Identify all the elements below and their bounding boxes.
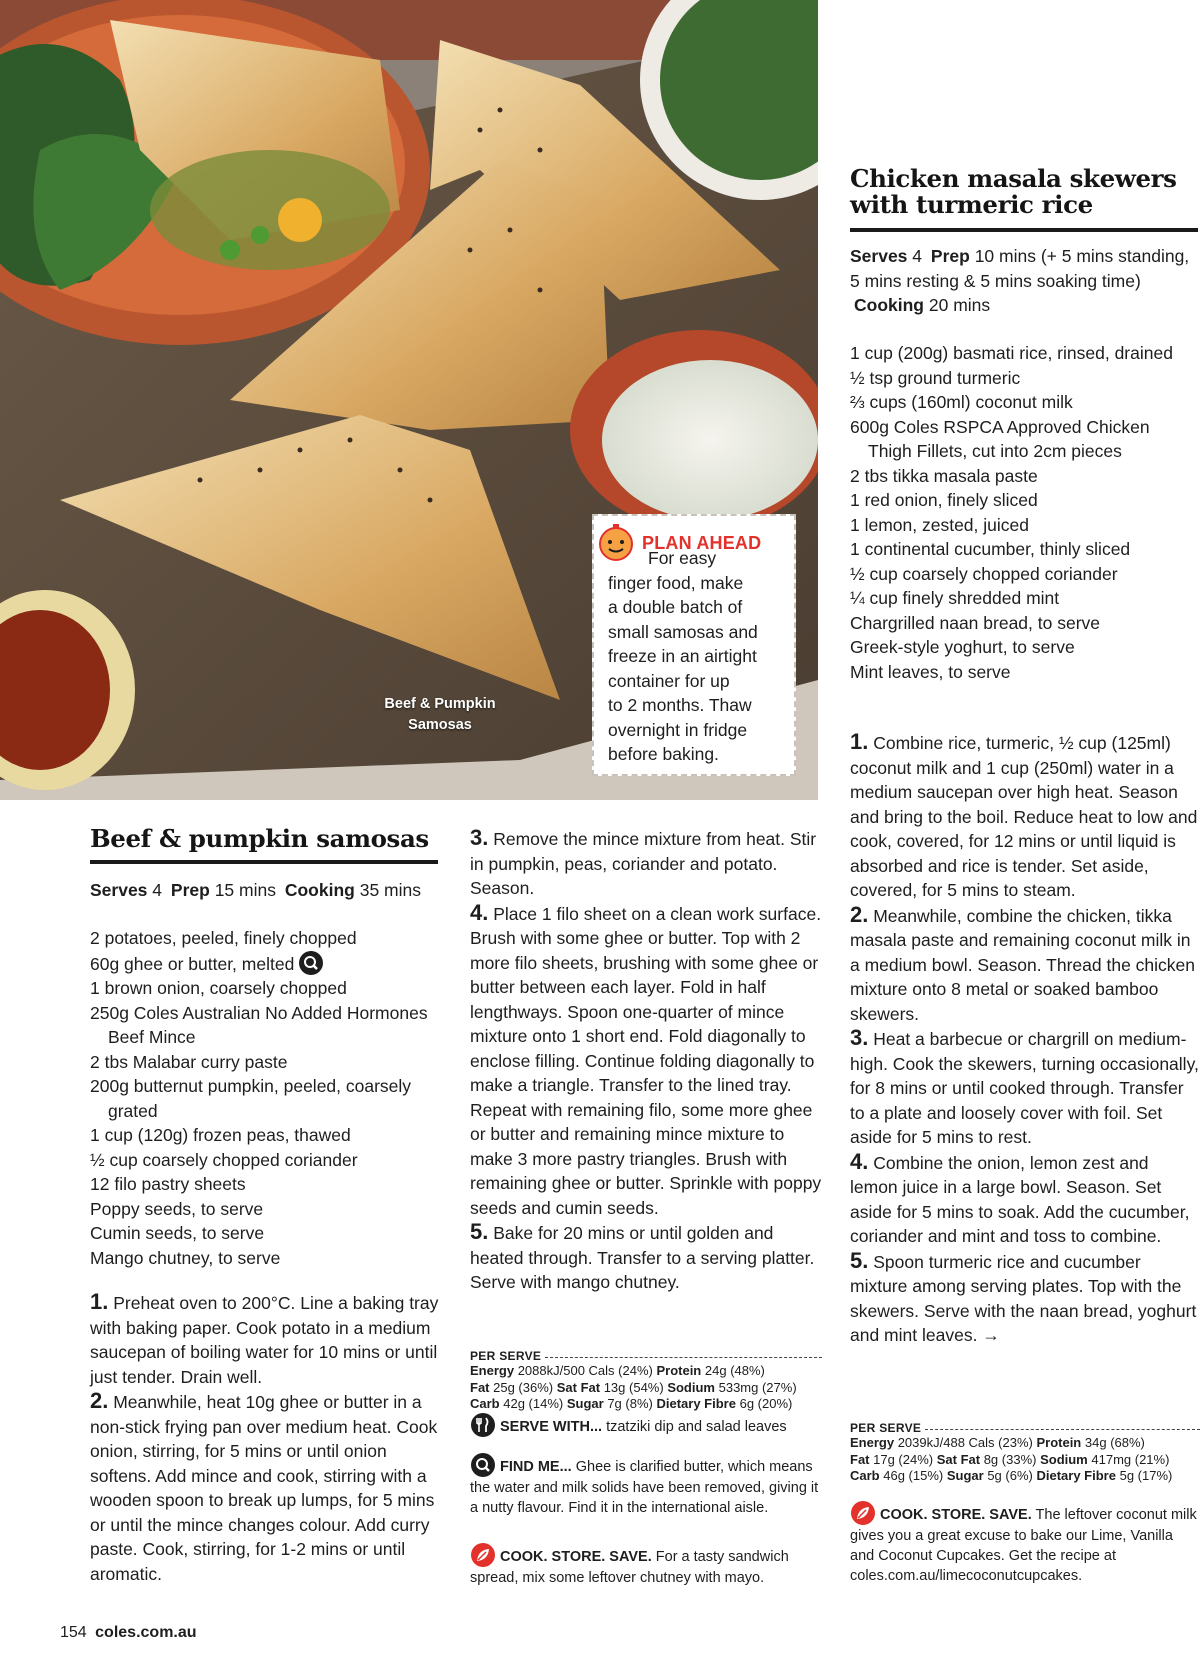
timer-icon bbox=[596, 522, 636, 562]
magnifier-icon bbox=[299, 951, 323, 975]
find-me-label: FIND ME... bbox=[500, 1459, 572, 1475]
carb-label: Carb bbox=[470, 1396, 500, 1411]
ingredient: Mint leaves, to serve bbox=[850, 661, 1011, 682]
per-serve-label: PER SERVE bbox=[850, 1421, 922, 1435]
title-line: with turmeric rice bbox=[850, 190, 1093, 219]
ingredient: 1 continental cucumber, thinly sliced bbox=[850, 539, 1131, 559]
beef-method-col1 bbox=[90, 1290, 440, 1586]
energy-label: Energy bbox=[850, 1435, 895, 1450]
page-number: 154 bbox=[60, 1624, 87, 1641]
nutrition-line bbox=[470, 1380, 822, 1397]
per-serve-label: PER SERVE bbox=[470, 1349, 542, 1363]
step-text: Meanwhile, heat 10g ghee or butter in a non-stick frying pan over medium heat. Cook onion, stirring, for 5 mins or until onion softens. Add mince and cook, stirring with a wooden spoon to break up lumps, for 5 mins or until the mince changes colour. Add curry paste. Cook, stirring, for 1-2 mins or until aromatic. bbox=[90, 1392, 438, 1584]
sodium-label: Sodium bbox=[1040, 1451, 1088, 1467]
method-step bbox=[850, 1026, 1200, 1150]
serve-with-label: SERVE WITH... bbox=[500, 1419, 603, 1435]
leaf-icon bbox=[850, 1500, 876, 1526]
step-number: 2. bbox=[850, 901, 869, 927]
fibre-label: Dietary Fibre bbox=[656, 1396, 736, 1411]
ingredient: ½ cup coarsely chopped coriander bbox=[90, 1149, 358, 1170]
step-number: 3. bbox=[470, 825, 489, 850]
step-number: 5. bbox=[470, 1219, 489, 1244]
serves-label: Serves bbox=[90, 880, 148, 900]
ingredient: 1 red onion, finely sliced bbox=[850, 490, 1038, 510]
ingredient: 12 filo pastry sheets bbox=[90, 1174, 246, 1194]
cooking-value: 20 mins bbox=[928, 295, 991, 315]
cooking-label: Cooking bbox=[854, 295, 924, 315]
ingredient: 600g Coles RSPCA Approved Chicken Thigh Fillets, cut into 2cm pieces bbox=[850, 416, 1150, 461]
step-text: Preheat oven to 200°C. Line a baking tray with baking paper. Cook potato in a medium saucepan of boiling water for 10 mins or until just tender. Drain well. bbox=[90, 1293, 439, 1387]
plan-ahead-line: small samosas and bbox=[608, 621, 758, 642]
step-text: Spoon turmeric rice and cucumber mixture among serving plates. Top with the skewers. Serve with the naan bread, yoghurt and mint leaves. → bbox=[850, 1251, 1197, 1345]
method-step bbox=[90, 1389, 440, 1586]
chicken-per-serve bbox=[850, 1421, 1200, 1485]
title-rule bbox=[90, 860, 438, 864]
prep-value: 15 mins bbox=[214, 880, 276, 900]
carb-label: Carb bbox=[850, 1468, 880, 1483]
sodium-label: Sodium bbox=[667, 1379, 715, 1395]
beef-find-me bbox=[470, 1452, 822, 1518]
tip-text: For a tasty sandwich spread, mix some leftover chutney with mayo. bbox=[470, 1549, 789, 1586]
chicken-method bbox=[850, 730, 1200, 1348]
step-number: 5. bbox=[850, 1247, 869, 1273]
fibre-value: 6g (20%) bbox=[739, 1396, 793, 1411]
beef-cook-store-save bbox=[470, 1542, 822, 1588]
prep-label: Prep bbox=[170, 880, 210, 900]
beef-recipe-title: Beef & pumpkin samosas bbox=[90, 824, 429, 853]
prep-label: Prep bbox=[930, 246, 970, 266]
beef-ingredients bbox=[90, 926, 450, 1270]
fat-label: Fat bbox=[470, 1379, 490, 1395]
plan-ahead-line: before baking. bbox=[608, 744, 719, 764]
serve-with-text: tzatziki dip and salad leaves bbox=[606, 1419, 787, 1435]
carb-value: 42g (14%) bbox=[503, 1396, 564, 1411]
nutrition-line bbox=[850, 1435, 1200, 1452]
serves-label: Serves bbox=[850, 246, 908, 266]
energy-value: 2088kJ/500 Cals (24%) bbox=[517, 1363, 653, 1378]
protein-label: Protein bbox=[1036, 1435, 1082, 1450]
nutrition-line bbox=[470, 1396, 822, 1413]
photo-caption-line: Beef & Pumpkin bbox=[384, 696, 496, 712]
plan-ahead-line: a double batch of bbox=[608, 597, 743, 617]
step-text: Bake for 20 mins or until golden and heated through. Transfer to a serving platter. Serve with mango chutney. bbox=[470, 1223, 815, 1292]
step-number: 4. bbox=[470, 899, 489, 925]
title-rule bbox=[850, 228, 1198, 232]
cooking-value: 35 mins bbox=[359, 880, 421, 900]
satfat-value: 8g (33%) bbox=[983, 1451, 1037, 1467]
ingredient: 1 cup (200g) basmati rice, rinsed, drained bbox=[850, 343, 1173, 363]
method-step bbox=[850, 1249, 1200, 1348]
ingredient: ½ cup coarsely chopped coriander bbox=[850, 563, 1118, 584]
ingredient: 250g Coles Australian No Added Hormones Beef Mince bbox=[90, 1002, 428, 1047]
satfat-label: Sat Fat bbox=[556, 1379, 601, 1395]
sugar-label: Sugar bbox=[946, 1468, 984, 1483]
sodium-value: 533mg (27%) bbox=[718, 1379, 797, 1395]
ingredient: ⅔ cups (160ml) coconut milk bbox=[850, 392, 1073, 412]
plan-ahead-line: freeze in an airtight bbox=[608, 646, 757, 666]
beef-method-col2 bbox=[470, 826, 822, 1295]
beef-meta bbox=[90, 878, 450, 903]
method-step bbox=[850, 903, 1200, 1027]
tip-label: COOK. STORE. SAVE. bbox=[500, 1549, 652, 1565]
step-number: 2. bbox=[90, 1388, 109, 1413]
ingredient: 1 cup (120g) frozen peas, thawed bbox=[90, 1125, 351, 1145]
plan-ahead-line: overnight in fridge bbox=[608, 719, 748, 740]
site-link[interactable]: coles.com.au bbox=[95, 1624, 197, 1641]
protein-value: 34g (68%) bbox=[1084, 1435, 1145, 1450]
plan-ahead-title: PLAN AHEAD bbox=[642, 532, 762, 553]
method-step bbox=[470, 901, 822, 1221]
chicken-recipe-title bbox=[850, 166, 1190, 218]
method-step bbox=[90, 1290, 440, 1389]
fibre-value: 5g (17%) bbox=[1119, 1468, 1173, 1483]
plan-ahead-text bbox=[608, 546, 784, 767]
tip-label: COOK. STORE. SAVE. bbox=[880, 1507, 1032, 1523]
ingredient bbox=[90, 951, 450, 977]
fat-label: Fat bbox=[850, 1451, 870, 1467]
beef-per-serve bbox=[470, 1349, 822, 1413]
ingredient: Poppy seeds, to serve bbox=[90, 1198, 264, 1219]
step-number: 4. bbox=[850, 1148, 869, 1174]
step-text: Place 1 filo sheet on a clean work surface. Brush with some ghee or butter. Top with 2 more filo sheets, brushing with some ghee or butter between each layer. Fold in half lengthways. Spoon one-quarter of mince mixture onto 1 short end. Fold diagonally to enclose filling. Continue folding diagonally to make a triangle. Transfer to the lined tray. Repeat with remaining filo, some more ghee or butter and remaining mince mixture to make 3 more pastry triangles. Brush with remaining ghee or butter. Sprinkle with poppy seeds and cumin seeds. bbox=[470, 903, 822, 1218]
photo-caption bbox=[370, 694, 510, 736]
ingredient: 2 tbs Malabar curry paste bbox=[90, 1051, 288, 1072]
protein-value: 24g (48%) bbox=[704, 1363, 765, 1378]
cutlery-icon bbox=[470, 1412, 496, 1438]
ingredient: 2 potatoes, peeled, finely chopped bbox=[90, 928, 357, 948]
sodium-value: 417mg (21%) bbox=[1091, 1451, 1170, 1467]
method-step bbox=[470, 1220, 822, 1295]
ingredient: ¼ cup finely shredded mint bbox=[850, 588, 1060, 608]
sugar-value: 7g (8%) bbox=[607, 1396, 653, 1411]
method-step bbox=[850, 730, 1200, 903]
leaf-icon bbox=[470, 1542, 496, 1568]
energy-label: Energy bbox=[470, 1363, 515, 1378]
chicken-meta bbox=[850, 244, 1195, 318]
nutrition-line bbox=[850, 1452, 1200, 1469]
plan-ahead-line: For easy bbox=[648, 548, 717, 568]
prep-value: 10 mins (+ 5 mins standing, 5 mins resting & 5 mins soaking time) bbox=[850, 246, 1190, 291]
plan-ahead-line: container for up bbox=[608, 670, 730, 691]
step-number: 1. bbox=[850, 729, 869, 754]
fat-value: 17g (24%) bbox=[873, 1451, 934, 1467]
nutrition-line bbox=[470, 1363, 822, 1380]
serves-value: 4 bbox=[152, 880, 163, 900]
method-step bbox=[850, 1150, 1200, 1249]
step-text: Heat a barbecue or chargrill on medium-high. Cook the skewers, turning occasionally, for 8 mins or until cooked through. Transfer to a plate and loosely cover with foil. Set aside for 5 mins to rest. bbox=[850, 1029, 1199, 1147]
ingredient: Cumin seeds, to serve bbox=[90, 1223, 265, 1243]
ingredient: Chargrilled naan bread, to serve bbox=[850, 612, 1101, 633]
protein-label: Protein bbox=[656, 1363, 702, 1378]
method-step bbox=[470, 826, 822, 901]
step-number: 1. bbox=[90, 1289, 109, 1314]
fat-value: 25g (36%) bbox=[493, 1379, 554, 1395]
chicken-cook-store-save bbox=[850, 1500, 1200, 1586]
beef-serve-with bbox=[470, 1412, 822, 1438]
ingredient: 1 brown onion, coarsely chopped bbox=[90, 978, 347, 998]
per-serve-heading bbox=[470, 1349, 822, 1363]
ingredient-text: 60g ghee or butter, melted bbox=[90, 953, 295, 974]
satfat-label: Sat Fat bbox=[936, 1451, 981, 1467]
magnifier-icon bbox=[470, 1452, 496, 1478]
nutrition-line bbox=[850, 1468, 1200, 1485]
ingredient: ½ tsp ground turmeric bbox=[850, 367, 1021, 388]
sugar-label: Sugar bbox=[566, 1396, 604, 1411]
plan-ahead-line: finger food, make bbox=[608, 572, 744, 593]
ingredient: Greek-style yoghurt, to serve bbox=[850, 637, 1075, 657]
tip-text: The leftover coconut milk gives you a great excuse to bake our Lime, Vanilla and Coconut Cupcakes. Get the recipe at coles.com.au/limecoconutcupcakes. bbox=[850, 1507, 1197, 1584]
ingredient: 1 lemon, zested, juiced bbox=[850, 514, 1029, 535]
photo-caption-line: Samosas bbox=[408, 717, 472, 733]
plan-ahead-line: to 2 months. Thaw bbox=[608, 695, 752, 715]
fibre-label: Dietary Fibre bbox=[1036, 1468, 1116, 1483]
find-me-text: Ghee is clarified butter, which means the water and milk solids have been removed, giving it a nutty flavour. Find it in the international aisle. bbox=[470, 1459, 819, 1516]
carb-value: 46g (15%) bbox=[883, 1468, 944, 1483]
plan-ahead-box bbox=[592, 514, 796, 776]
step-text: Combine the onion, lemon zest and lemon juice in a large bowl. Season. Set aside for 5 mins to soak. Add the cucumber, coriander and mint and toss to combine. bbox=[850, 1152, 1190, 1246]
energy-value: 2039kJ/488 Cals (23%) bbox=[897, 1435, 1033, 1450]
page-footer bbox=[60, 1624, 197, 1642]
serves-value: 4 bbox=[912, 246, 923, 266]
ingredient: Mango chutney, to serve bbox=[90, 1247, 281, 1268]
chicken-ingredients bbox=[850, 341, 1195, 684]
step-text: Combine rice, turmeric, ½ cup (125ml) coconut milk and 1 cup (250ml) water in a medium saucepan over high heat. Season and bring to the boil. Reduce heat to low and cook, covered, for 12 mins or until liquid is absorbed and rice is tender. Set aside, covered, for 5 mins to steam. bbox=[850, 733, 1198, 900]
step-text: Meanwhile, combine the chicken, tikka masala paste and remaining coconut milk in a medium bowl. Season. Thread the chicken mixture onto 8 metal or soaked bamboo skewers. bbox=[850, 905, 1196, 1024]
title-line: Chicken masala skewers bbox=[850, 164, 1177, 193]
cooking-label: Cooking bbox=[284, 880, 355, 900]
ingredient: 2 tbs tikka masala paste bbox=[850, 465, 1038, 486]
satfat-value: 13g (54%) bbox=[603, 1379, 664, 1395]
per-serve-heading bbox=[850, 1421, 1200, 1435]
sugar-value: 5g (6%) bbox=[987, 1468, 1033, 1483]
ingredient: 200g butternut pumpkin, peeled, coarsely grated bbox=[90, 1076, 412, 1121]
step-text: Remove the mince mixture from heat. Stir in pumpkin, peas, coriander and potato. Season. bbox=[470, 829, 817, 898]
step-number: 3. bbox=[850, 1025, 869, 1050]
